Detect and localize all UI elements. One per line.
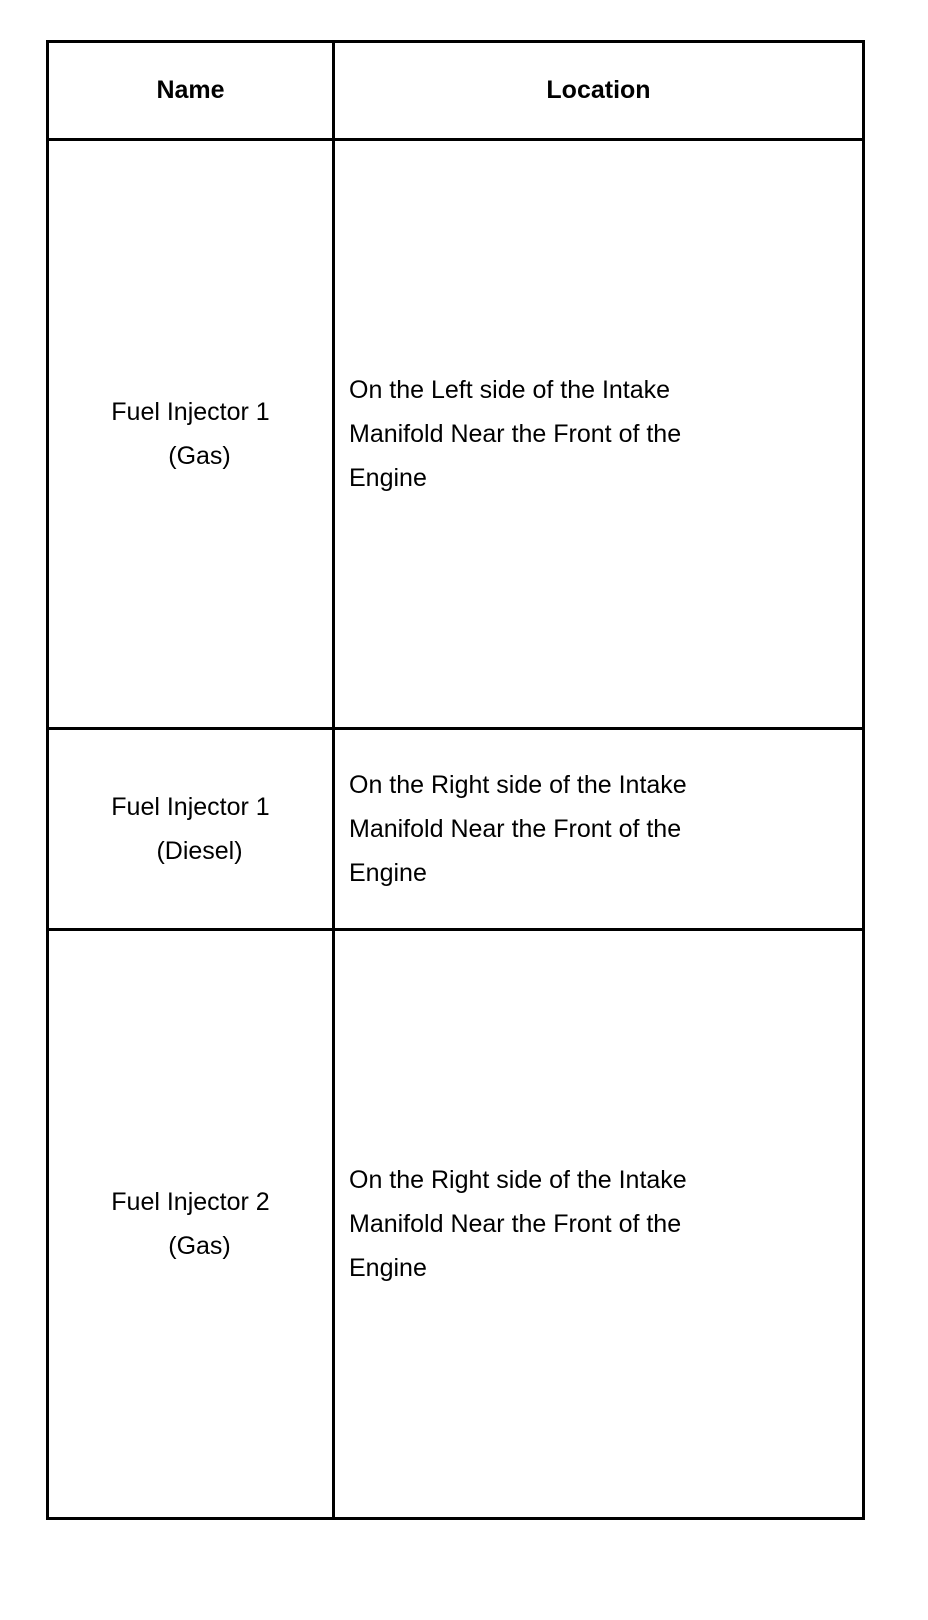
component-location-table: [46, 40, 865, 1520]
location-cell: On the Right side of the Intake Manifold Near the Front of the Engine: [334, 729, 864, 930]
name-cell: [48, 930, 334, 1519]
component-fuel-type: (Diesel): [156, 837, 243, 865]
component-name: Fuel Injector 1: [111, 793, 270, 821]
location-cell: On the Left side of the Intake Manifold Near the Front of the Engine: [334, 140, 864, 729]
component-fuel-type: (Gas): [168, 1232, 231, 1260]
table-header-row: [48, 42, 864, 140]
component-fuel-type: (Gas): [168, 442, 231, 470]
table-row: [48, 729, 864, 930]
component-name: Fuel Injector 2: [111, 1188, 270, 1216]
location-cell: On the Right side of the Intake Manifold Near the Front of the Engine: [334, 930, 864, 1519]
table-row: [48, 930, 864, 1519]
column-header-name: Name: [48, 42, 334, 140]
component-name: Fuel Injector 1: [111, 398, 270, 426]
column-header-location: Location: [334, 42, 864, 140]
name-cell: [48, 729, 334, 930]
name-cell: [48, 140, 334, 729]
table-row: [48, 140, 864, 729]
